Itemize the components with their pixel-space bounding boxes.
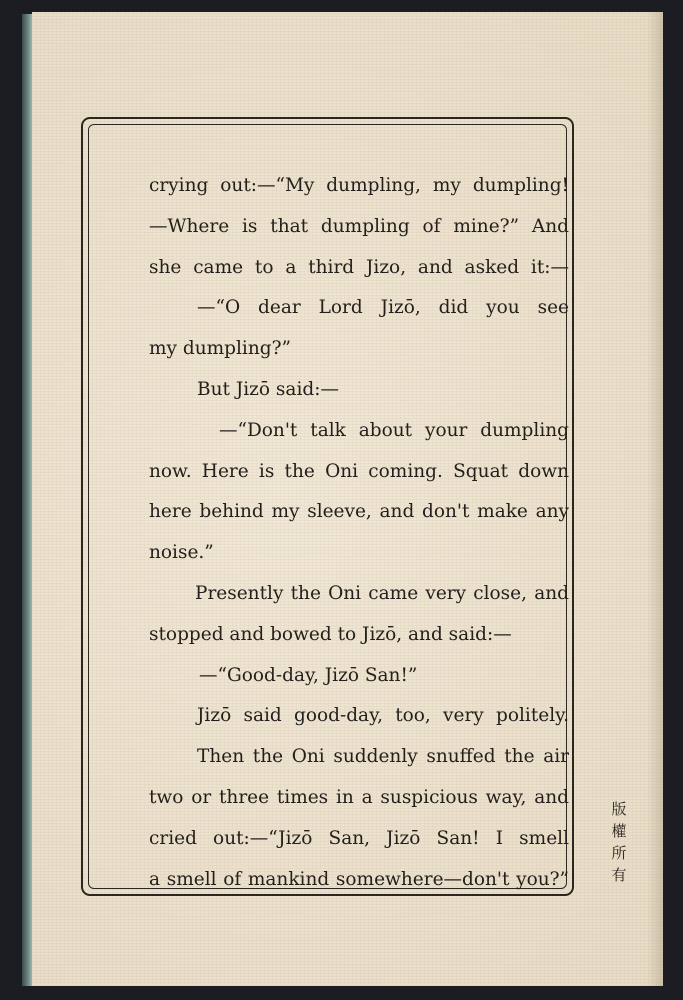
- text-line: a smell of mankind somewhere—don't you?”: [149, 868, 569, 890]
- text-line: my dumpling?”: [149, 338, 291, 360]
- text-line: she came to a third Jizo, and asked it:—: [149, 256, 569, 278]
- text-line: Jizō said good-day, too, very politely.: [197, 705, 569, 727]
- page-gutter-shadow: [647, 12, 663, 986]
- text-line: —“Don't talk about your dumpling: [219, 419, 569, 441]
- stamp-character: 版: [611, 800, 627, 818]
- text-line: But Jizō said:—: [197, 378, 339, 400]
- text-line: here behind my sleeve, and don't make any: [149, 501, 569, 523]
- text-line: stopped and bowed to Jizō, and said:—: [149, 623, 512, 645]
- text-line: cried out:—“Jizō San, Jizō San! I smell: [149, 827, 569, 849]
- text-line: —Where is that dumpling of mine?” And: [149, 215, 569, 237]
- text-line: noise.”: [149, 542, 214, 564]
- stamp-character: 所: [611, 844, 627, 862]
- text-line: Presently the Oni came very close, and: [195, 582, 569, 604]
- text-line: —“O dear Lord Jizō, did you see: [197, 297, 569, 319]
- stamp-character: 權: [611, 822, 627, 840]
- copyright-stamp: [609, 798, 629, 886]
- text-line: crying out:—“My dumpling, my dumpling!: [149, 175, 569, 196]
- text-line: now. Here is the Oni coming. Squat down: [149, 460, 569, 482]
- story-text: [149, 166, 569, 900]
- text-line: two or three times in a suspicious way, and: [149, 786, 569, 808]
- text-line: —“Good-day, Jizō San!”: [199, 664, 418, 686]
- text-line: Then the Oni suddenly snuffed the air: [197, 746, 569, 768]
- stamp-character: 有: [611, 866, 627, 884]
